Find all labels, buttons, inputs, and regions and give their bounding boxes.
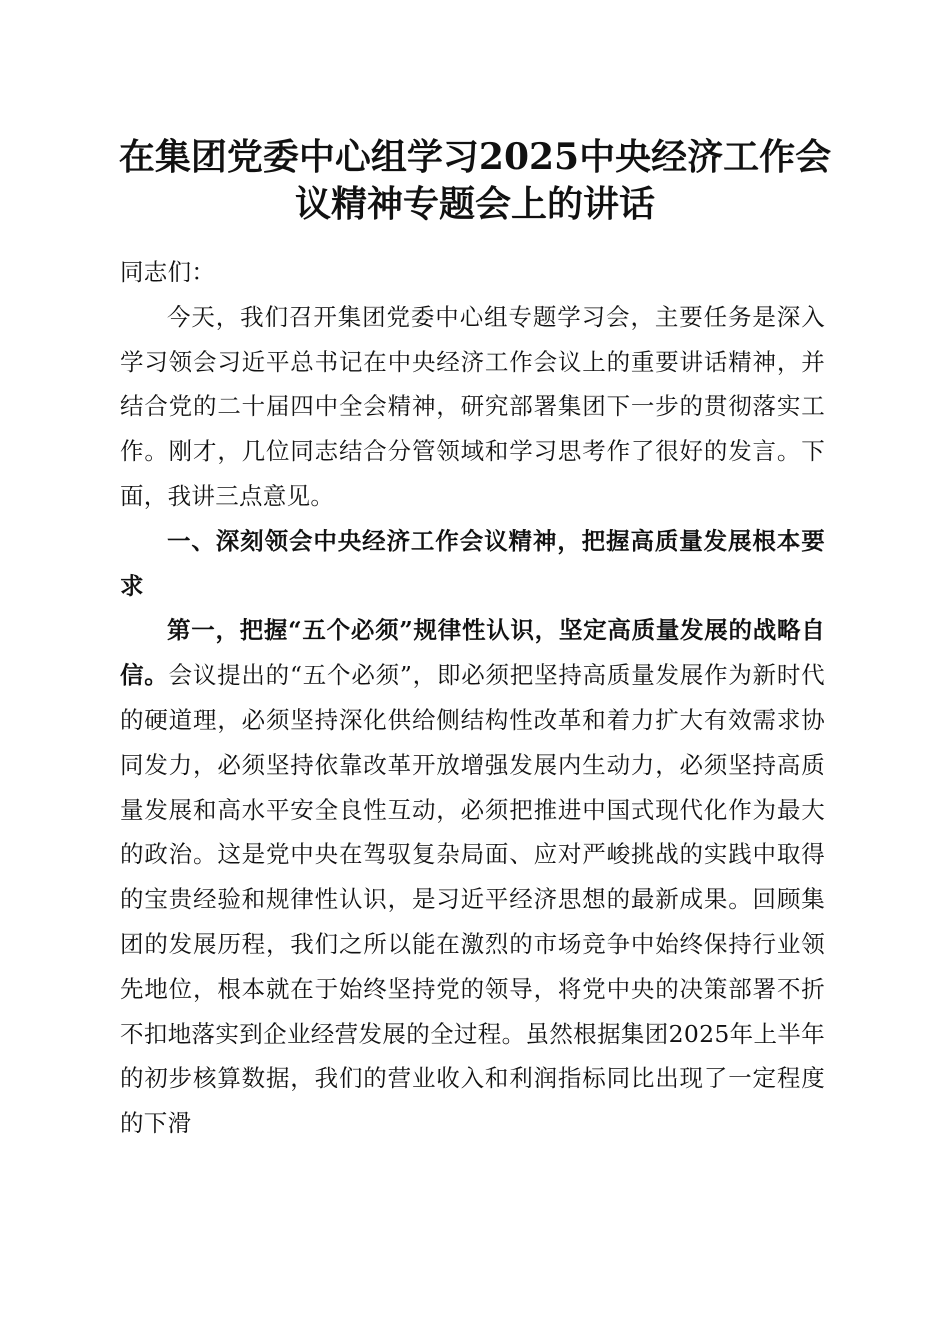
point-1-lead: 第一，把握“五个必须”规律性认识，坚定高质量发展的战略自信。: [120, 616, 825, 690]
greeting: 同志们：: [120, 258, 216, 286]
document-title: [100, 134, 850, 228]
point-1-body: 会议提出的“五个必须”，即必须把坚持高质量发展作为新时代的硬道理，必须坚持深化供给侧结构性改革和着力扩大有效需求协同发力，必须坚持依靠改革开放增强发展内生动力，必须坚持高质量发展和高水平安全良性互动，必须把推进中国式现代化作为最大的政治。这是党中央在驾驭复杂局面、应对严峻挑战的实践中取得的宝贵经验和规律性认识，是习近平经济思想的最新成果。回顾集团的发展历程，我们之所以能在激烈的市场竞争中始终保持行业领先地位，根本就在于始终坚持党的领导，将党中央的决策部署不折不扣地落实到企业经营发展的全过程。虽然根据集团2025年上半年的初步核算数据，我们的营业收入和利润指标同比出现了一定程度的下滑: [120, 661, 825, 1138]
point-1-paragraph: [120, 608, 825, 1146]
section-heading-1: 一、深刻领会中央经济工作会议精神，把握高质量发展根本要求: [120, 526, 825, 600]
document-body: [120, 250, 825, 1146]
intro-paragraph: 今天，我们召开集团党委中心组专题学习会，主要任务是深入学习领会习近平总书记在中央经济工作会议上的重要讲话精神，并结合党的二十届四中全会精神，研究部署集团下一步的贯彻落实工作。刚才，几位同志结合分管领域和学习思考作了很好的发言。下面，我讲三点意见。: [120, 302, 825, 510]
title-line-1: 在集团党委中心组学习2025中央经济工作会: [118, 136, 832, 178]
title-line-2: 议精神专题会上的讲话: [294, 183, 655, 225]
